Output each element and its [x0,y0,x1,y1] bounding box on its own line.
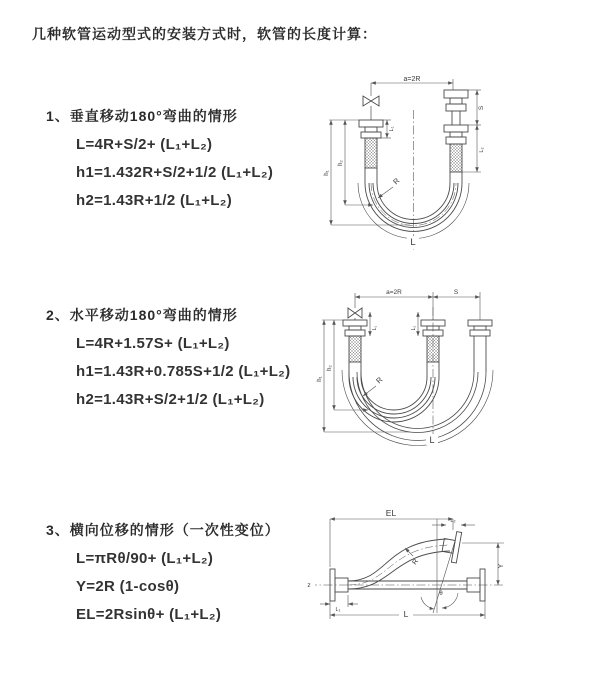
dim-label-el: EL [385,508,397,518]
formula-L: L=πRθ/90+ (L₁+L₂) [76,550,214,567]
diagram-2-drawing [310,282,598,457]
diagram-vertical-180-bend [313,70,597,265]
dim-label-r: R [411,558,421,567]
dim-label-l2: L₂ [411,325,417,331]
formula-L: L=4R+S/2+ (L₁+L₂) [76,136,213,153]
section-2-formulas [76,330,290,414]
dim-label-h1: h₁ [324,170,330,176]
dim-label-s: S [453,289,459,296]
dim-label-length: L [429,435,435,445]
diagram-lateral-displacement [300,505,600,645]
section-vertical-movement [46,106,273,215]
formula-h1: h1=1.432R+S/2+1/2 (L₁+L₂) [76,164,274,181]
dim-label-l1: L₁ [389,126,395,132]
dim-label-y: Y [498,563,505,569]
dim-label-theta: θ [439,591,443,597]
formula-h1: h1=1.43R+0.785S+1/2 (L₁+L₂) [76,363,291,380]
diagram-3-drawing [300,505,600,645]
moving-end-flange [444,90,468,183]
braid-section [349,336,361,362]
section-3-heading: 3、横向位移的情形（一次性变位） [46,522,280,538]
dim-label-length: L [410,237,416,248]
dim-label-r: R [374,375,385,386]
dim-label-l1: L₁ [372,325,378,331]
dim-label-length: L [403,609,409,619]
dim-label-l2: L₂ [479,147,485,153]
braid-section [365,138,377,168]
diagram-1-drawing [313,70,597,265]
moving-end-flange-pos2 [468,320,492,372]
section-horizontal-movement [46,305,290,414]
u-bend-hose-pos2 [349,372,486,441]
fixed-end-flange [359,120,383,183]
upper-flange [441,530,462,563]
dim-label-span: a=2R [403,76,421,83]
diagram-horizontal-180-bend [310,282,598,457]
s-curve-hose-displaced [348,530,462,589]
formula-h2: h2=1.43R+1/2 (L₁+L₂) [76,192,233,209]
dim-label-h2: h₂ [338,160,344,166]
dim-label-span: a=2R [386,289,402,296]
axis-mark: z [307,582,311,589]
formula-Y: Y=2R (1-cosθ) [76,578,180,595]
section-2-heading: 2、水平移动180°弯曲的情形 [46,307,238,323]
dim-label-l1: L₁ [335,607,341,613]
dim-label-h1: h₁ [317,376,323,382]
braid-section [450,144,462,172]
page-title: 几种软管运动型式的安装方式时，软管的长度计算： [32,26,377,42]
section-1-formulas [76,131,273,215]
angle-construction [421,519,458,613]
fixed-end-flange [343,320,367,377]
formula-L: L=4R+1.57S+ (L₁+L₂) [76,335,230,352]
section-1-heading: 1、垂直移动180°弯曲的情形 [46,108,238,124]
dim-label-h2: h₂ [327,365,333,371]
section-lateral-displacement [46,520,280,629]
dim-label-s: S [478,105,485,111]
dim-label-l2: L₂ [450,518,456,524]
dim-label-r: R [391,176,402,187]
length-arc [342,370,493,446]
braid-section [427,336,439,362]
valve-icon [363,83,379,120]
section-3-formulas [76,545,280,629]
formula-h2: h2=1.43R+S/2+1/2 (L₁+L₂) [76,391,265,408]
formula-EL: EL=2Rsinθ+ (L₁+L₂) [76,606,222,623]
